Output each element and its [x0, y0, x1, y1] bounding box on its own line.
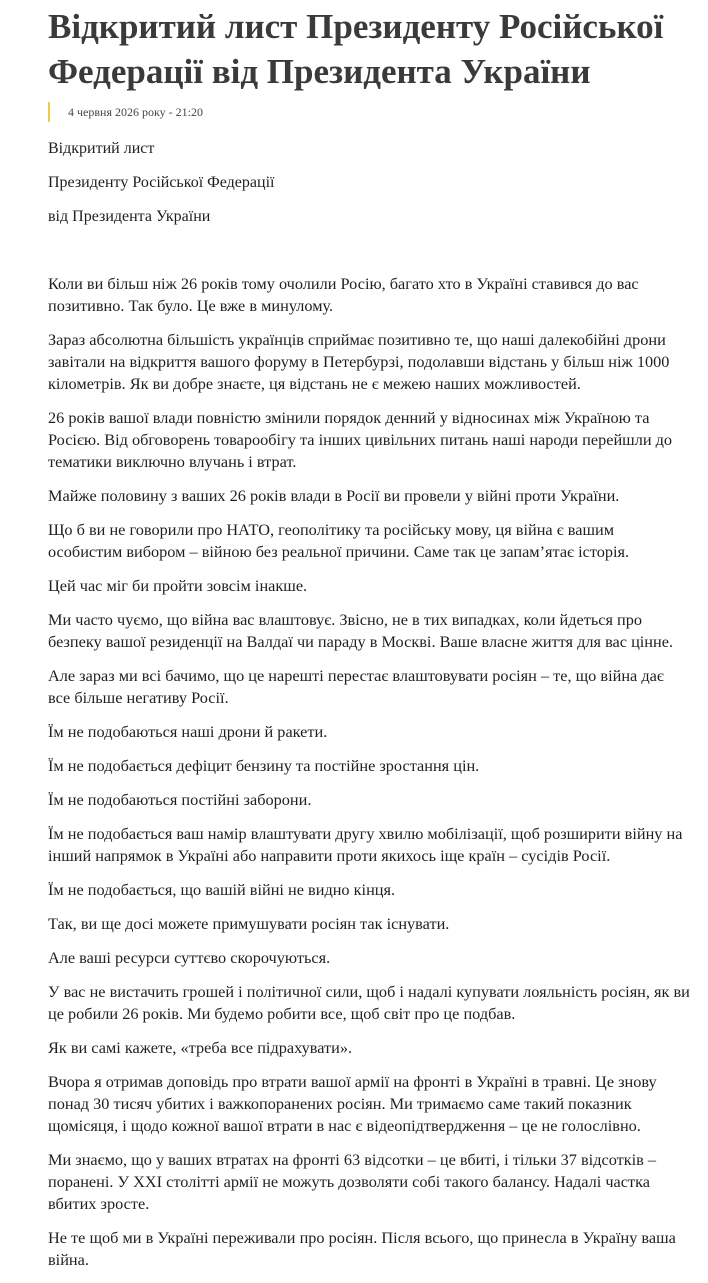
letter-header-line: Президенту Російської Федерації: [48, 174, 275, 191]
article-paragraph: Але ваші ресурси суттєво скорочуються.: [48, 948, 331, 967]
article-paragraph: Як ви самі кажете, «треба все підрахувати».: [48, 1038, 353, 1057]
article-paragraph: Їм не подобаються наші дрони й ракети.: [48, 722, 328, 741]
letter-header: [48, 138, 688, 240]
article-body: [48, 273, 690, 1283]
article-paragraph: Ми часто чуємо, що війна вас влаштовує. Звісно, не в тих випадках, коли йдеться про безпеку вашої резиденції на Валдаї чи параду в Москві. Ваше власне життя для вас цінне.: [48, 610, 674, 651]
article-paragraph: Але зараз ми всі бачимо, що це нарешті перестає влаштовувати росіян – те, що війна дає все більше негативу Росії.: [48, 666, 664, 707]
article-paragraph: Їм не подобаються постійні заборони.: [48, 790, 312, 809]
article-paragraph: У вас не вистачить грошей і політичної сили, щоб і надалі купувати лояльність росіян, як ви це робили 26 років. Ми будемо робити все, щоб світ про це подбав.: [48, 982, 690, 1023]
page-title: Відкритий лист Президенту Російської Федерації від Президента України: [48, 7, 664, 91]
article-paragraph: Майже половину з ваших 26 років влади в Росії ви провели у війні проти України.: [48, 486, 620, 505]
article-paragraph: Зараз абсолютна більшість українців сприймає позитивно те, що наші далекобійні дрони завітали на відкриття вашого форуму в Петербурзі, подолавши відстань у більш ніж 1000 кілометрів. Як ви добре знаєте, ця відстань не є межею наших можливостей.: [48, 330, 670, 393]
article-paragraph: Ми знаємо, що у ваших втратах на фронті 63 відсотки – це вбиті, і тільки 37 відсотків – поранені. У XXI столітті армії не можуть дозволяти собі такого балансу. Надалі частка вбитих зросте.: [48, 1150, 657, 1213]
article-paragraph: Їм не подобається дефіцит бензину та постійне зростання цін.: [48, 756, 480, 775]
article-paragraph: Що б ви не говорили про НАТО, геополітику та російську мову, ця війна є вашим особистим вибором – війною без реальної причини. Саме так це запам’ятає історія.: [48, 520, 630, 561]
article-paragraph: 26 років вашої влади повністю змінили порядок денний у відносинах між Україною та Росією. Від обговорень товарообігу та інших цивільних питань наші народи перейшли до тематики виключно влучань і втрат.: [48, 408, 673, 471]
article-paragraph: Їм не подобається, що вашій війні не видно кінця.: [48, 880, 396, 899]
publish-date: 4 червня 2026 року - 21:20: [48, 102, 203, 122]
article-paragraph: Цей час міг би пройти зовсім інакше.: [48, 576, 308, 595]
article-paragraph: Так, ви ще досі можете примушувати росіян так існувати.: [48, 914, 450, 933]
article-paragraph: Не те щоб ми в Україні переживали про росіян. Після всього, що принесла в Україну ваша війна.: [48, 1228, 676, 1269]
letter-header-line: від Президента України: [48, 208, 211, 225]
letter-header-line: Відкритий лист: [48, 140, 155, 157]
article-paragraph: Вчора я отримав доповідь про втрати вашої армії на фронті в Україні в травні. Це знову понад 30 тисяч убитих і важкопоранених росіян. Ми тримаємо саме такий показник щомісяця, і щодо кожної вашої втрати в нас є відеопідтвердження – це не голослівно.: [48, 1072, 657, 1135]
article-paragraph: Коли ви більш ніж 26 років тому очолили Росію, багато хто в Україні ставився до вас позитивно. Так було. Це вже в минулому.: [48, 274, 639, 315]
article-paragraph: Їм не подобається ваш намір влаштувати другу хвилю мобілізації, щоб розширити війну на інший напрямок в Україні або направити проти якихось іще країн – сусідів Росії.: [48, 824, 683, 865]
